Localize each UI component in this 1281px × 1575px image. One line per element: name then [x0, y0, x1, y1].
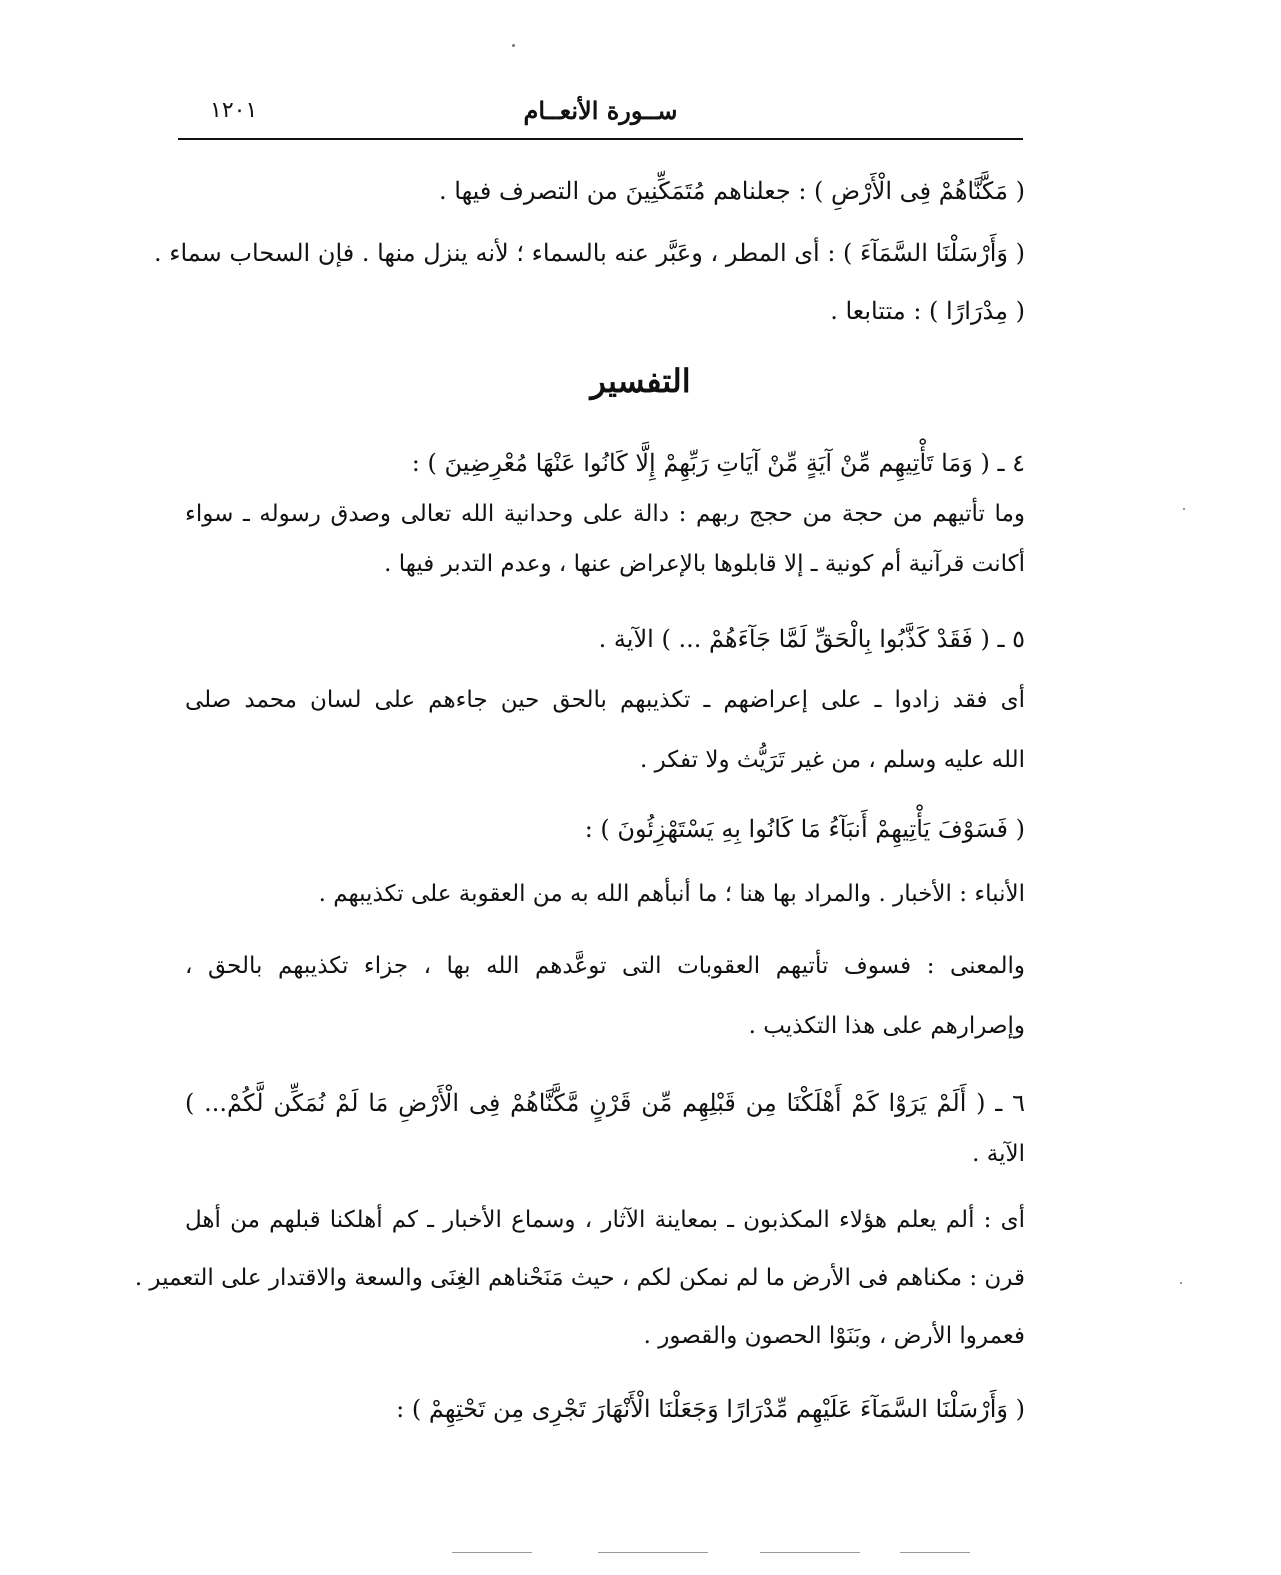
commentary-line: الله عليه وسلم ، من غير تَرَيُّث ولا تفكر . — [639, 747, 1025, 773]
scan-rule — [900, 1552, 970, 1553]
verse-line: ٤ ـ ( وَمَا تَأْتِيهِم مِّنْ آيَةٍ مِّنْ آيَاتِ رَبِّهِمْ إِلَّا كَانُوا عَنْهَا مُعْرِضِينَ ) : — [411, 449, 1025, 477]
verse-line: ( وَأَرْسَلْنَا السَّمَآءَ عَلَيْهِم مِّدْرَارًا وَجَعَلْنَا الْأَنْهَارَ تَجْرِى مِن تَحْتِهِمْ ) : — [396, 1395, 1025, 1423]
verse-line: الآية . — [972, 1141, 1025, 1167]
commentary-line: وما تأتيهم من حجة من حجج ربهم : دالة على وحدانية الله تعالى وصدق رسوله ـ سواء — [185, 501, 1025, 527]
scan-speck — [1183, 508, 1185, 510]
commentary-line: والمعنى : فسوف تأتيهم العقوبات التى توعَّدهم الله بها ، جزاء تكذيبهم بالحق ، — [185, 953, 1025, 979]
commentary-line: الأنباء : الأخبار . والمراد بها هنا ؛ ما أنبأهم الله به من العقوبة على تكذيبهم . — [318, 881, 1025, 907]
verse-line: ( فَسَوْفَ يَأْتِيهِمْ أَنبَآءُ مَا كَانُوا بِهِ يَسْتَهْزِئُونَ ) : — [584, 815, 1025, 843]
glossary-line: ( مِدْرَارًا ) : متتابعا . — [830, 297, 1025, 325]
glossary-line: ( وَأَرْسَلْنَا السَّمَآءَ ) : أى المطر ، وعَبَّر عنه بالسماء ؛ لأنه ينزل منها . فإن السحاب سماء . — [153, 239, 1025, 267]
commentary-line: أى : ألم يعلم هؤلاء المكذبون ـ بمعاينة الآثار ، وسماع الأخبار ـ كم أهلكنا قبلهم من أهل — [185, 1207, 1025, 1233]
commentary-line: وإصرارهم على هذا التكذيب . — [748, 1013, 1025, 1039]
commentary-line: أى فقد زادوا ـ على إعراضهم ـ تكذيبهم بالحق حين جاءهم على لسان محمد صلى — [185, 687, 1025, 713]
verse-line: ٥ ـ ( فَقَدْ كَذَّبُوا بِالْحَقِّ لَمَّا جَآءَهُمْ ... ) الآية . — [598, 625, 1025, 653]
scan-rule — [452, 1552, 532, 1553]
scan-speck — [1180, 1282, 1182, 1284]
scan-rule — [760, 1552, 860, 1553]
surah-title: ســورة الأنعــام — [523, 96, 678, 125]
scan-speck — [512, 44, 515, 47]
section-heading: التفسير — [590, 362, 691, 400]
page-header — [178, 92, 1023, 140]
scan-rule — [598, 1552, 708, 1553]
commentary-line: أكانت قرآنية أم كونية ـ إلا قابلوها بالإعراض عنها ، وعدم التدبر فيها . — [384, 551, 1025, 577]
commentary-line: قرن : مكناهم فى الأرض ما لم نمكن لكم ، حيث مَنَحْناهم الغِنَى والسعة والاقتدار على التعمير . — [134, 1265, 1025, 1291]
verse-line: ٦ ـ ( أَلَمْ يَرَوْا كَمْ أَهْلَكْنَا مِن قَبْلِهِم مِّن قَرْنٍ مَّكَّنَّاهُمْ فِى الْأَرْضِ مَا لَمْ نُمَكِّن لَّكُمْ... ) — [185, 1089, 1025, 1117]
page-number: ١٢٠١ — [210, 98, 258, 123]
commentary-line: فعمروا الأرض ، وبَنَوْا الحصون والقصور . — [643, 1323, 1025, 1349]
glossary-line: ( مَكَّنَّاهُمْ فِى الْأَرْضِ ) : جعلناهم مُتَمَكِّنِينَ من التصرف فيها . — [439, 177, 1025, 205]
